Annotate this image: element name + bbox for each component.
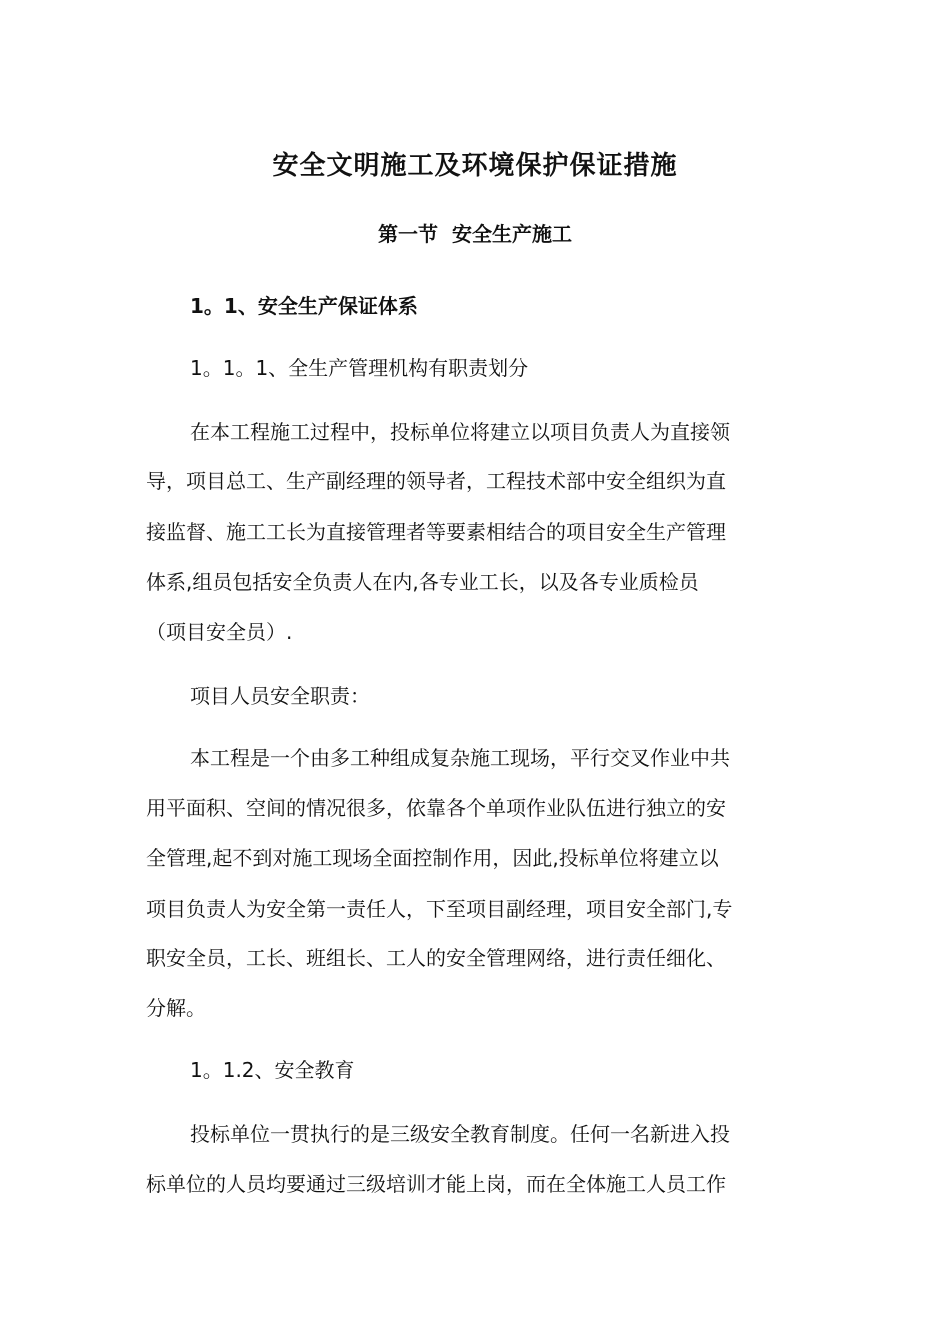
paragraph-1-line-1: 在本工程施工过程中，投标单位将建立以项目负责人为直接领	[190, 420, 730, 444]
paragraph-1-line-4: 体系,组员包括安全负责人在内,各专业工长，以及各专业质检员	[146, 570, 699, 594]
paragraph-3-line-4: 项目负责人为安全第一责任人，下至项目副经理，项目安全部门,专	[146, 897, 733, 921]
paragraph-3-line-2: 用平面积、空间的情况很多，依靠各个单项作业队伍进行独立的安	[146, 796, 726, 820]
paragraph-1-line-2: 导，项目总工、生产副经理的领导者，工程技术部中安全组织为直	[146, 469, 726, 493]
section-title: 第一节 安全生产施工	[378, 222, 572, 246]
paragraph-3-line-3: 全管理,起不到对施工现场全面控制作用，因此,投标单位将建立以	[146, 846, 719, 870]
paragraph-2-line-1: 项目人员安全职责：	[190, 684, 370, 708]
paragraph-4-line-1: 投标单位一贯执行的是三级安全教育制度。任何一名新进入投	[190, 1122, 730, 1146]
paragraph-1-line-3: 接监督、施工工长为直接管理者等要素相结合的项目安全生产管理	[146, 520, 726, 544]
paragraph-1-line-5: （项目安全员）.	[146, 620, 293, 644]
paragraph-4-line-2: 标单位的人员均要通过三级培训才能上岗，而在全体施工人员工作	[146, 1172, 726, 1196]
document-title: 安全文明施工及环境保护保证措施	[272, 151, 678, 181]
paragraph-3-line-1: 本工程是一个由多工种组成复杂施工现场，平行交叉作业中共	[190, 746, 730, 770]
heading-1-1: 1。1、安全生产保证体系	[190, 294, 418, 318]
heading-1-1-2: 1。1.2、安全教育	[190, 1058, 355, 1082]
heading-1-1-1: 1。1。1、全生产管理机构有职责划分	[190, 356, 529, 380]
paragraph-3-line-6: 分解。	[146, 996, 206, 1020]
paragraph-3-line-5: 职安全员，工长、班组长、工人的安全管理网络，进行责任细化、	[146, 946, 726, 970]
